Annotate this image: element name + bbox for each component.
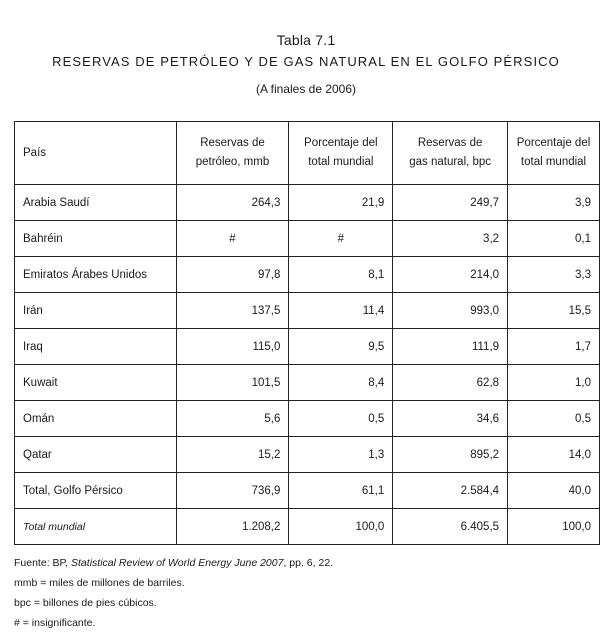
cell-gas-reserves: 111,9: [393, 329, 508, 365]
reserves-table: [14, 121, 600, 545]
cell-oil-reserves: 736,9: [176, 473, 289, 509]
header-row: [15, 122, 600, 185]
cell-oil-reserves: 101,5: [176, 365, 289, 401]
cell-oil-reserves: 137,5: [176, 293, 289, 329]
col-header-oil-share-line1: Porcentaje del: [304, 137, 378, 149]
table-row: [15, 365, 600, 401]
source-note: [14, 553, 333, 573]
table-row: [15, 185, 600, 221]
table-row-gulf-total: [15, 473, 600, 509]
cell-country: Emiratos Árabes Unidos: [15, 257, 177, 293]
col-header-gas-reserves-line1: Reservas de: [417, 137, 483, 149]
table-row: [15, 437, 600, 473]
col-header-oil-share-line2: total mundial: [308, 156, 374, 168]
cell-country: Omán: [15, 401, 177, 437]
col-header-oil-reserves-line1: Reservas de: [200, 137, 265, 149]
bpc-note: bpc = billones de pies cúbicos.: [14, 597, 157, 609]
col-header-country: [15, 122, 177, 185]
cell-oil-share: 100,0: [289, 509, 393, 545]
cell-gas-reserves: 6.405,5: [393, 509, 508, 545]
col-header-gas-share: [508, 122, 600, 185]
cell-oil-reserves: 5,6: [176, 401, 289, 437]
cell-gas-share: 40,0: [508, 473, 600, 509]
cell-gas-reserves: 895,2: [393, 437, 508, 473]
col-header-gas-share-line1: Porcentaje del: [516, 137, 591, 149]
col-header-country-label: País: [23, 146, 47, 159]
source-suffix: , pp. 6, 22.: [283, 557, 334, 569]
col-header-gas-reserves-line2: gas natural, bpc: [409, 156, 492, 168]
cell-gas-share: 0,5: [508, 401, 600, 437]
table-row-world-total: [15, 509, 600, 545]
cell-country: Bahréin: [15, 221, 177, 257]
cell-oil-reserves: #: [176, 221, 289, 257]
cell-gas-reserves: 3,2: [393, 221, 508, 257]
cell-gas-reserves: 249,7: [393, 185, 508, 221]
cell-oil-share: 61,1: [289, 473, 393, 509]
cell-gas-reserves: 34,6: [393, 401, 508, 437]
cell-gas-share: 100,0: [508, 509, 600, 545]
mmb-note: mmb = miles de millones de barriles.: [14, 577, 185, 589]
table-row: [15, 221, 600, 257]
cell-oil-reserves: 264,3: [176, 185, 289, 221]
hash-note: # = insignificante.: [14, 617, 96, 629]
table-notes: [14, 553, 333, 633]
source-title: Statistical Review of World Energy June 2007: [71, 557, 284, 569]
cell-oil-share: 8,1: [289, 257, 393, 293]
cell-oil-share: 8,4: [289, 365, 393, 401]
table-row: [15, 257, 600, 293]
cell-oil-reserves: 15,2: [176, 437, 289, 473]
cell-gas-share: 1,7: [508, 329, 600, 365]
cell-gas-share: 15,5: [508, 293, 600, 329]
cell-oil-reserves: 115,0: [176, 329, 289, 365]
cell-oil-share: 21,9: [289, 185, 393, 221]
cell-oil-share: 9,5: [289, 329, 393, 365]
table-row: [15, 401, 600, 437]
cell-country: Kuwait: [15, 365, 177, 401]
cell-gas-share: 3,3: [508, 257, 600, 293]
cell-gas-reserves: 993,0: [393, 293, 508, 329]
cell-country: Total mundial: [15, 509, 177, 545]
table-row: [15, 293, 600, 329]
cell-oil-share: #: [289, 221, 393, 257]
cell-gas-share: 3,9: [508, 185, 600, 221]
cell-oil-share: 0,5: [289, 401, 393, 437]
col-header-oil-reserves: [176, 122, 289, 185]
cell-oil-share: 1,3: [289, 437, 393, 473]
table-number: Tabla 7.1: [276, 32, 336, 48]
col-header-oil-share: [289, 122, 393, 185]
cell-gas-share: 0,1: [508, 221, 600, 257]
cell-country: Qatar: [15, 437, 177, 473]
cell-oil-share: 11,4: [289, 293, 393, 329]
table-title: RESERVAS DE PETRÓLEO Y DE GAS NATURAL EN EL GOLFO PÉRSICO: [52, 54, 560, 69]
col-header-gas-share-line2: total mundial: [520, 156, 587, 168]
cell-gas-share: 14,0: [508, 437, 600, 473]
cell-country: Arabia Saudí: [15, 185, 177, 221]
table-period: (A finales de 2006): [255, 82, 357, 96]
table-row: [15, 329, 600, 365]
cell-country: Irán: [15, 293, 177, 329]
col-header-oil-reserves-line2: petróleo, mmb: [195, 156, 270, 168]
source-prefix: Fuente: BP,: [14, 557, 72, 569]
cell-gas-reserves: 62,8: [393, 365, 508, 401]
cell-country: Total, Golfo Pérsico: [15, 473, 177, 509]
cell-oil-reserves: 1.208,2: [176, 509, 289, 545]
cell-gas-reserves: 2.584,4: [393, 473, 508, 509]
cell-gas-reserves: 214,0: [393, 257, 508, 293]
cell-oil-reserves: 97,8: [176, 257, 289, 293]
cell-country: Iraq: [15, 329, 177, 365]
col-header-gas-reserves: [393, 122, 508, 185]
cell-gas-share: 1,0: [508, 365, 600, 401]
